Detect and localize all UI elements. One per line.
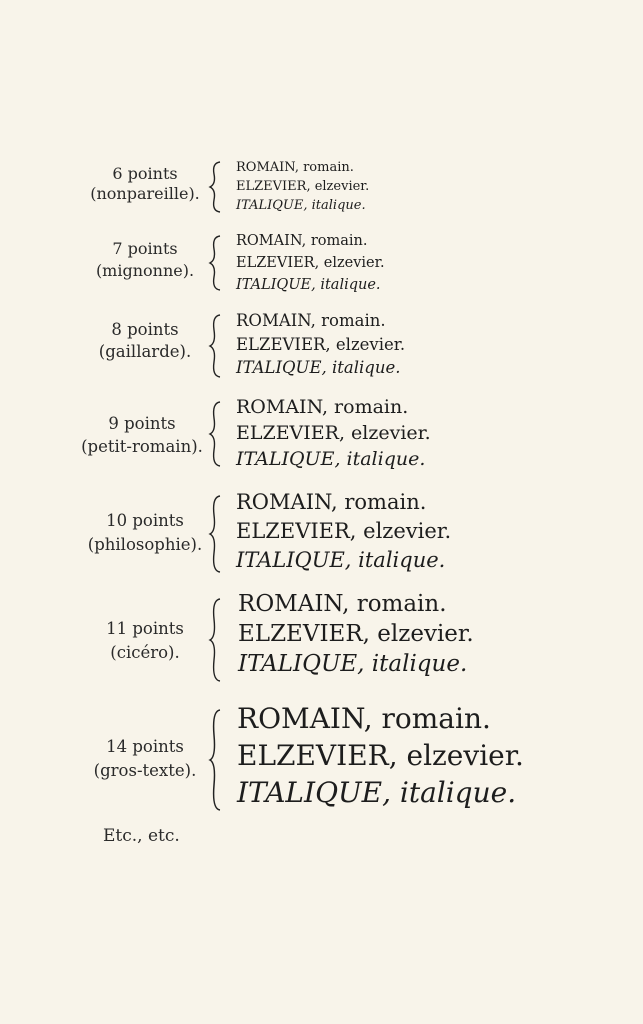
brace-icon [206,708,226,812]
elzevier-sample: ELZEVIER, elzevier. [238,621,474,647]
point-size: 10 points [106,511,184,530]
brace-icon [206,494,226,574]
italique-sample: ITALIQUE, italique. [237,776,517,809]
italique-sample: ITALIQUE, italique. [238,651,468,677]
footer-etc: Etc., etc. [103,826,180,846]
elzevier-sample: ELZEVIER, elzevier. [236,334,406,354]
italique-sample: ITALIQUE, italique. [236,198,366,213]
elzevier-sample: ELZEVIER, elzevier. [236,422,431,444]
specimen-lines [238,589,474,679]
specimen-lines [236,309,405,380]
specimen-lines [236,230,385,296]
type-name: (gros-texte). [93,761,197,780]
point-size: 8 points [111,320,179,339]
italique-sample: ITALIQUE, italique. [236,448,426,470]
brace-icon [206,313,226,379]
specimen-lines [237,700,524,811]
point-size: 6 points [112,164,178,183]
elzevier-sample: ELZEVIER, elzevier. [237,739,524,772]
point-size: 9 points [108,414,176,433]
italique-sample: ITALIQUE, italique. [236,277,381,293]
elzevier-sample: ELZEVIER, elzevier. [236,255,385,271]
romain-sample: ROMAIN, romain. [237,702,491,735]
romain-sample: ROMAIN, romain. [236,160,354,175]
elzevier-sample: ELZEVIER, elzevier. [236,519,452,543]
brace-icon [206,234,226,292]
point-size: 7 points [112,239,178,258]
brace-icon [206,160,226,214]
romain-sample: ROMAIN, romain. [238,591,447,617]
romain-sample: ROMAIN, romain. [236,490,427,514]
romain-sample: ROMAIN, romain. [236,396,409,418]
type-name: (philosophie). [87,535,203,554]
brace-icon [206,597,226,683]
romain-sample: ROMAIN, romain. [236,311,386,330]
brace-icon [206,400,226,468]
type-name: (cicéro). [110,643,180,662]
elzevier-sample: ELZEVIER, elzevier. [236,179,370,194]
type-name: (mignonne). [95,261,195,280]
point-size: 11 points [106,619,184,638]
italique-sample: ITALIQUE, italique. [236,358,401,377]
type-name: (petit-romain). [81,437,203,456]
type-name: (nonpareille). [90,184,200,203]
specimen-lines [236,394,431,472]
specimen-lines [236,488,451,575]
romain-sample: ROMAIN, romain. [236,233,368,249]
point-size: 14 points [106,737,184,756]
specimen-lines [236,158,369,215]
type-name: (gaillarde). [98,342,192,361]
italique-sample: ITALIQUE, italique. [236,548,446,572]
